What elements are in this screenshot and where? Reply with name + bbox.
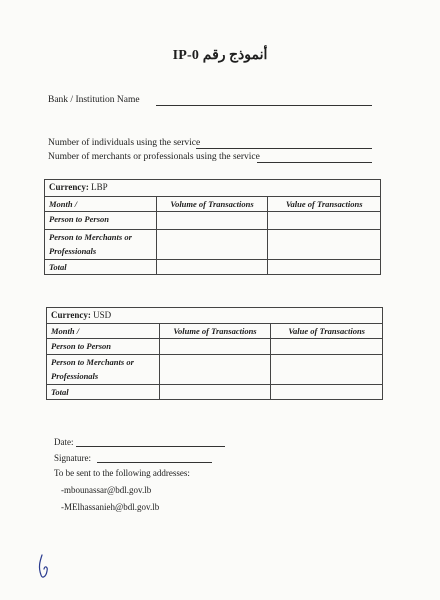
signature-field[interactable]: [97, 462, 212, 463]
currency-label: Currency:: [51, 310, 91, 320]
month-header: Month /: [45, 197, 157, 212]
row-label-p2m-line1: Person to Merchants or: [49, 232, 132, 242]
row-label-p2p: Person to Person: [47, 339, 160, 355]
merchants-label: Number of merchants or professionals using the service: [48, 152, 260, 162]
row-label-p2m-line2: Professionals: [49, 246, 97, 256]
cell-volume-total[interactable]: [156, 260, 268, 275]
individuals-label: Number of individuals using the service: [48, 138, 201, 148]
individuals-field[interactable]: [196, 148, 372, 149]
date-label: Date:: [54, 437, 74, 447]
cell-volume-p2m[interactable]: [156, 230, 268, 260]
currency-header-lbp: [45, 180, 381, 197]
volume-header: Volume of Transactions: [156, 197, 268, 212]
currency-value: LBP: [91, 182, 108, 192]
currency-header-usd: [47, 308, 383, 324]
row-label-p2m: [45, 230, 157, 260]
value-header: Value of Transactions: [271, 324, 383, 339]
signature-label: Signature:: [54, 453, 91, 463]
row-label-p2p: Person to Person: [45, 212, 157, 230]
row-label-p2m-line2: Professionals: [51, 371, 99, 381]
cell-value-p2m[interactable]: [271, 355, 383, 385]
currency-value: USD: [93, 310, 112, 320]
cell-volume-p2m[interactable]: [159, 355, 271, 385]
cell-volume-total[interactable]: [159, 385, 271, 400]
usd-table: [46, 307, 383, 400]
month-header: Month /: [47, 324, 160, 339]
cell-volume-p2p[interactable]: [156, 212, 268, 230]
bank-name-field[interactable]: [156, 105, 372, 106]
row-label-total: Total: [45, 260, 157, 275]
form-title: IP-0 أنموذج رقم: [172, 48, 268, 63]
date-field[interactable]: [76, 446, 225, 447]
cell-value-total[interactable]: [271, 385, 383, 400]
row-label-p2m: [47, 355, 160, 385]
cell-volume-p2p[interactable]: [159, 339, 271, 355]
cell-value-total[interactable]: [268, 260, 381, 275]
currency-label: Currency:: [49, 182, 89, 192]
cell-value-p2p[interactable]: [268, 212, 381, 230]
row-label-p2m-line1: Person to Merchants or: [51, 357, 134, 367]
email-address-1[interactable]: -mbounassar@bdl.gov.lb: [61, 485, 152, 495]
volume-header: Volume of Transactions: [159, 324, 271, 339]
email-address-2[interactable]: -MElhassanieh@bdl.gov.lb: [61, 502, 160, 512]
merchants-field[interactable]: [257, 162, 372, 163]
value-header: Value of Transactions: [268, 197, 381, 212]
send-to-label: To be sent to the following addresses:: [54, 468, 190, 478]
bank-label: Bank / Institution Name: [48, 95, 140, 105]
handwritten-mark: [36, 553, 52, 583]
row-label-total: Total: [47, 385, 160, 400]
cell-value-p2p[interactable]: [271, 339, 383, 355]
cell-value-p2m[interactable]: [268, 230, 381, 260]
lbp-table: [44, 179, 381, 275]
